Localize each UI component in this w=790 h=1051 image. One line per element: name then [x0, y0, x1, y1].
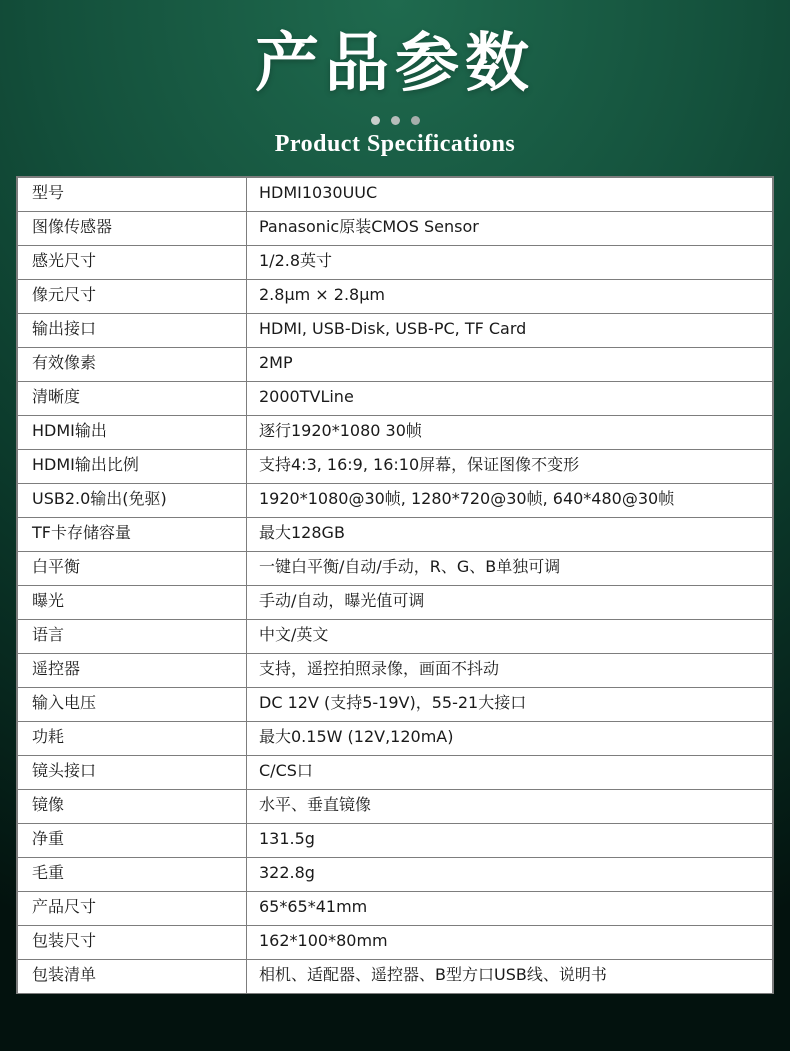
table-row [18, 619, 773, 653]
table-row [18, 721, 773, 755]
spec-value: 水平、垂直镜像 [247, 789, 773, 823]
spec-key: 包装清单 [18, 959, 247, 993]
spec-key: HDMI输出比例 [18, 449, 247, 483]
spec-value: C/CS口 [247, 755, 773, 789]
page-subtitle: Product Specifications [274, 130, 516, 157]
spec-key: 白平衡 [18, 551, 247, 585]
spec-table-container [16, 176, 774, 994]
table-row [18, 279, 773, 313]
spec-table [17, 177, 773, 994]
spec-value: 一键白平衡/自动/手动，R、G、B单独可调 [247, 551, 773, 585]
table-row [18, 551, 773, 585]
spec-value: 最大0.15W (12V,120mA) [247, 721, 773, 755]
table-row [18, 789, 773, 823]
spec-key: 图像传感器 [18, 211, 247, 245]
table-row [18, 381, 773, 415]
table-row [18, 823, 773, 857]
spec-key: 型号 [18, 177, 247, 211]
table-row [18, 959, 773, 993]
table-row [18, 653, 773, 687]
table-row [18, 347, 773, 381]
spec-key: 曝光 [18, 585, 247, 619]
spec-key: HDMI输出 [18, 415, 247, 449]
page-title: 产品参数 [255, 27, 535, 101]
spec-value: 131.5g [247, 823, 773, 857]
spec-value: Panasonic原装CMOS Sensor [247, 211, 773, 245]
spec-key: 语言 [18, 619, 247, 653]
decorative-dots [0, 116, 790, 125]
spec-value: 1/2.8英寸 [247, 245, 773, 279]
spec-value: 65*65*41mm [247, 891, 773, 925]
spec-key: 输入电压 [18, 687, 247, 721]
table-row [18, 245, 773, 279]
spec-key: 产品尺寸 [18, 891, 247, 925]
table-row [18, 687, 773, 721]
spec-key: 包装尺寸 [18, 925, 247, 959]
table-row [18, 755, 773, 789]
table-row [18, 891, 773, 925]
spec-value: 支持4:3, 16:9, 16:10屏幕，保证图像不变形 [247, 449, 773, 483]
spec-key: 遥控器 [18, 653, 247, 687]
spec-key: 净重 [18, 823, 247, 857]
table-row [18, 585, 773, 619]
spec-key: 镜像 [18, 789, 247, 823]
spec-value: 2.8μm × 2.8μm [247, 279, 773, 313]
table-row [18, 483, 773, 517]
spec-value: 中文/英文 [247, 619, 773, 653]
dot-icon [371, 116, 380, 125]
spec-value: 2MP [247, 347, 773, 381]
spec-value: DC 12V (支持5-19V)，55-21大接口 [247, 687, 773, 721]
spec-key: 有效像素 [18, 347, 247, 381]
table-row [18, 177, 773, 211]
spec-value: 手动/自动，曝光值可调 [247, 585, 773, 619]
spec-key: 清晰度 [18, 381, 247, 415]
spec-value: 支持，遥控拍照录像，画面不抖动 [247, 653, 773, 687]
spec-key: USB2.0输出(免驱) [18, 483, 247, 517]
spec-value: 最大128GB [247, 517, 773, 551]
spec-value: HDMI1030UUC [247, 177, 773, 211]
table-row [18, 211, 773, 245]
spec-table-body [18, 177, 773, 993]
table-row [18, 313, 773, 347]
spec-key: 输出接口 [18, 313, 247, 347]
spec-key: 功耗 [18, 721, 247, 755]
dot-icon [411, 116, 420, 125]
page-header [0, 0, 790, 158]
spec-key: 感光尺寸 [18, 245, 247, 279]
table-row [18, 925, 773, 959]
spec-value: 相机、适配器、遥控器、B型方口USB线、说明书 [247, 959, 773, 993]
spec-value: 逐行1920*1080 30帧 [247, 415, 773, 449]
spec-value: 322.8g [247, 857, 773, 891]
spec-value: 2000TVLine [247, 381, 773, 415]
spec-value: HDMI, USB-Disk, USB-PC, TF Card [247, 313, 773, 347]
spec-key: 毛重 [18, 857, 247, 891]
table-row [18, 857, 773, 891]
table-row [18, 449, 773, 483]
dot-icon [391, 116, 400, 125]
spec-key: 镜头接口 [18, 755, 247, 789]
table-row [18, 517, 773, 551]
spec-key: 像元尺寸 [18, 279, 247, 313]
table-row [18, 415, 773, 449]
spec-value: 1920*1080@30帧, 1280*720@30帧, 640*480@30帧 [247, 483, 773, 517]
spec-value: 162*100*80mm [247, 925, 773, 959]
spec-key: TF卡存储容量 [18, 517, 247, 551]
